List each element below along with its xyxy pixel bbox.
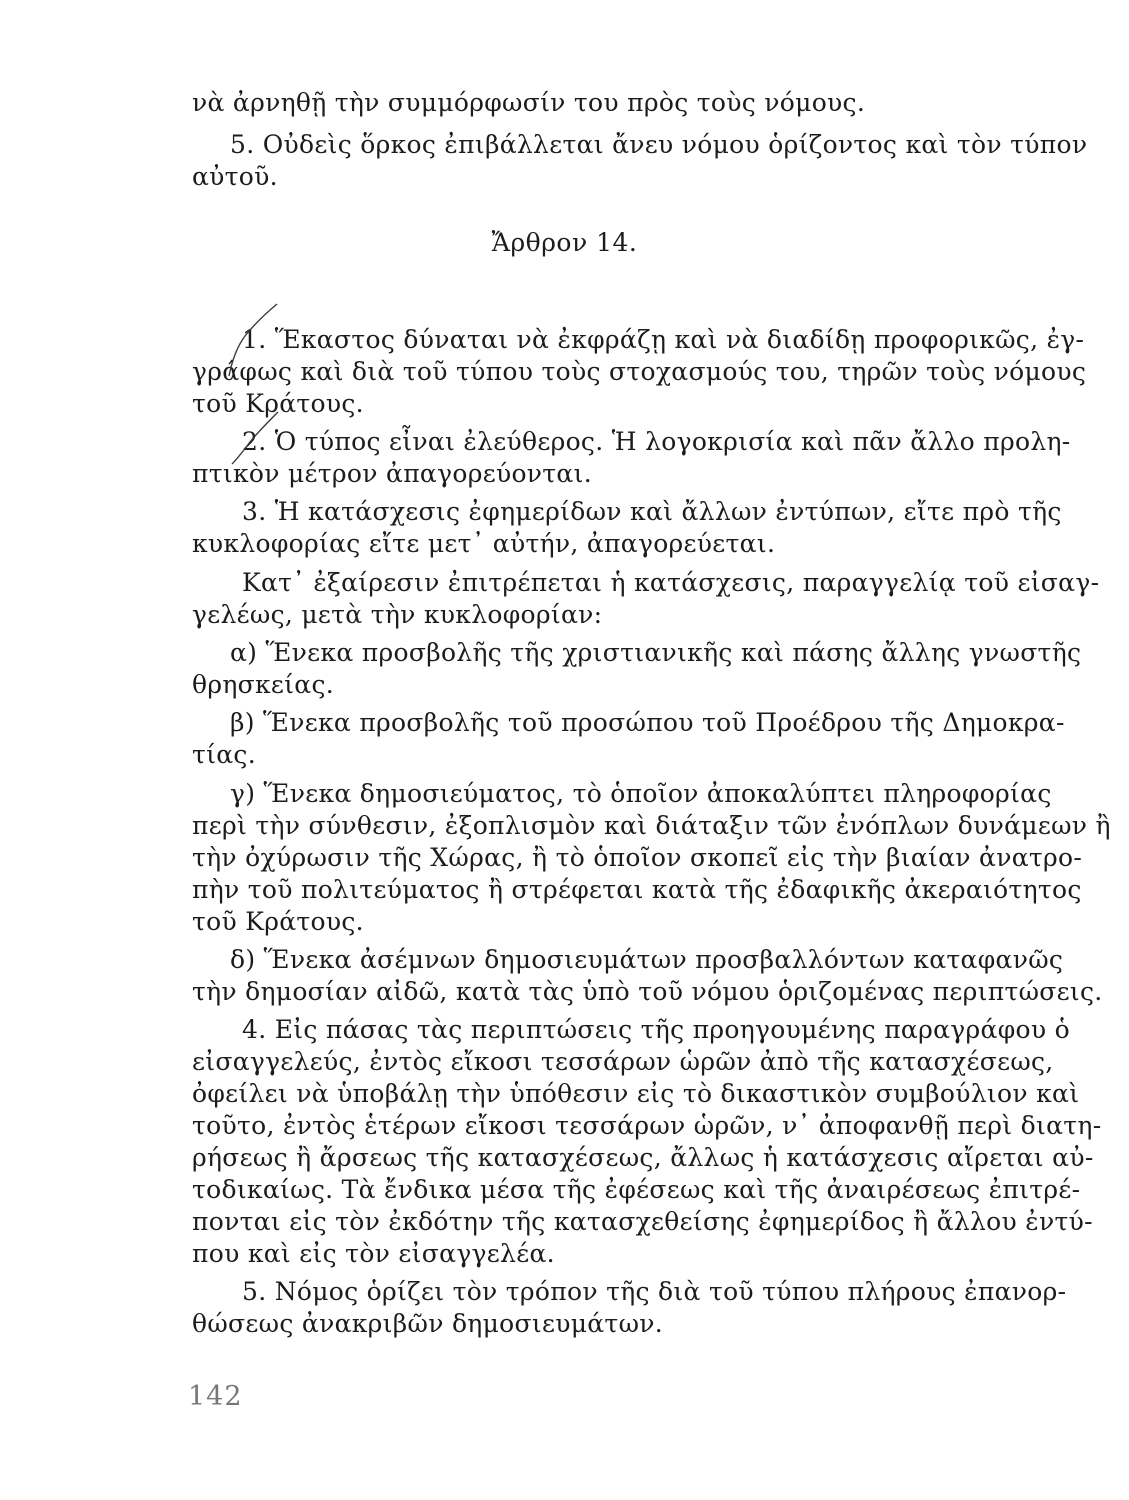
text-line: πὴν τοῦ πολιτεύματος ἢ στρέφεται κατὰ τῆς ἐδαφικῆς ἀκεραιότητος xyxy=(192,875,1082,904)
text-line: τὴν ὀχύρωσιν τῆς Χώρας, ἢ τὸ ὁποῖον σκοπεῖ εἰς τὴν βιαίαν ἀνατρο- xyxy=(192,843,1083,872)
text-line: β) Ἕνεκα προσβολῆς τοῦ προσώπου τοῦ Προέδρου τῆς Δημοκρα- xyxy=(230,708,1065,737)
text-line: 3. Ἡ κατάσχεσις ἐφημερίδων καὶ ἄλλων ἐντύπων, εἴτε πρὸ τῆς xyxy=(242,497,1062,526)
text-line: δ) Ἕνεκα ἀσέμνων δημοσιευμάτων προσβαλλόντων καταφανῶς xyxy=(230,945,1064,974)
text-line: α) Ἕνεκα προσβολῆς τῆς χριστιανικῆς καὶ πάσης ἄλλης γνωστῆς xyxy=(230,638,1082,667)
text-line: γ) Ἕνεκα δημοσιεύματος, τὸ ὁποῖον ἀποκαλύπτει πληροφορίας xyxy=(230,779,1052,808)
text-line: περὶ τὴν σύνθεσιν, ἐξοπλισμὸν καὶ διάταξιν τῶν ἐνόπλων δυνάμεων ἢ xyxy=(192,811,1111,840)
text-line: πονται εἰς τὸν ἐκδότην τῆς κατασχεθείσης ἐφημερίδος ἢ ἄλλου ἐντύ- xyxy=(192,1207,1093,1236)
text-line: ὀφείλει νὰ ὑποβάλῃ τὴν ὑπόθεσιν εἰς τὸ δικαστικὸν συμβούλιον καὶ xyxy=(192,1079,1080,1108)
text-line: 5. Νόμος ὁρίζει τὸν τρόπον τῆς διὰ τοῦ τύπου πλήρους ἐπανορ- xyxy=(242,1277,1067,1306)
text-line: τίας. xyxy=(192,740,256,769)
text-line: γελέως, μετὰ τὴν κυκλοφορίαν: xyxy=(192,600,603,629)
text-line: κυκλοφορίας εἴτε μετ᾽ αὐτήν, ἀπαγορεύεται. xyxy=(192,529,776,558)
text-line: θώσεως ἀνακριβῶν δημοσιευμάτων. xyxy=(192,1309,663,1338)
text-line: που καὶ εἰς τὸν εἰσαγγελέα. xyxy=(192,1239,555,1268)
text-line: Κατ᾽ ἐξαίρεσιν ἐπιτρέπεται ἡ κατάσχεσις, παραγγελίᾳ τοῦ εἰσαγ- xyxy=(242,568,1100,597)
text-line: νὰ ἀρνηθῇ τὴν συμμόρφωσίν του πρὸς τοὺς νόμους. xyxy=(192,88,866,117)
text-line: εἰσαγγελεύς, ἐντὸς εἴκοσι τεσσάρων ὡρῶν ἀπὸ τῆς κατασχέσεως, xyxy=(192,1047,1054,1076)
text-line: γράφως καὶ διὰ τοῦ τύπου τοὺς στοχασμούς του, τηρῶν τοὺς νόμους xyxy=(192,357,1087,386)
text-line: τὴν δημοσίαν αἰδῶ, κατὰ τὰς ὑπὸ τοῦ νόμου ὁριζομένας περιπτώσεις. xyxy=(192,977,1103,1006)
text-line: αὐτοῦ. xyxy=(192,162,278,191)
text-line: 2. Ὁ τύπος εἶναι ἐλεύθερος. Ἡ λογοκρισία καὶ πᾶν ἄλλο προλη- xyxy=(242,427,1071,456)
text-line: πτικὸν μέτρον ἀπαγορεύονται. xyxy=(192,459,592,488)
text-line: τοῦ Κράτους. xyxy=(192,389,364,418)
text-line: 1. Ἕκαστος δύναται νὰ ἐκφράζῃ καὶ νὰ διαδίδῃ προφορικῶς, ἐγ- xyxy=(242,325,1085,354)
text-line: τοῦτο, ἐντὸς ἑτέρων εἴκοσι τεσσάρων ὡρῶν, ν᾽ ἀποφανθῇ περὶ διατη- xyxy=(192,1111,1102,1140)
text-line: ρήσεως ἢ ἄρσεως τῆς κατασχέσεως, ἄλλως ἡ κατάσχεσις αἴρεται αὐ- xyxy=(192,1143,1094,1172)
page-number: 142 xyxy=(188,1381,243,1412)
text-line: 4. Εἰς πάσας τὰς περιπτώσεις τῆς προηγουμένης παραγράφου ὁ xyxy=(242,1015,1070,1044)
article-heading: Ἄρθρον 14. xyxy=(491,228,638,257)
text-line: θρησκείας. xyxy=(192,670,335,699)
text-line: 5. Οὐδεὶς ὅρκος ἐπιβάλλεται ἄνευ νόμου ὁρίζοντος καὶ τὸν τύπον xyxy=(230,130,1088,159)
text-line: τοδικαίως. Τὰ ἔνδικα μέσα τῆς ἐφέσεως καὶ τῆς ἀναιρέσεως ἐπιτρέ- xyxy=(192,1175,1081,1204)
text-line: τοῦ Κράτους. xyxy=(192,907,364,936)
